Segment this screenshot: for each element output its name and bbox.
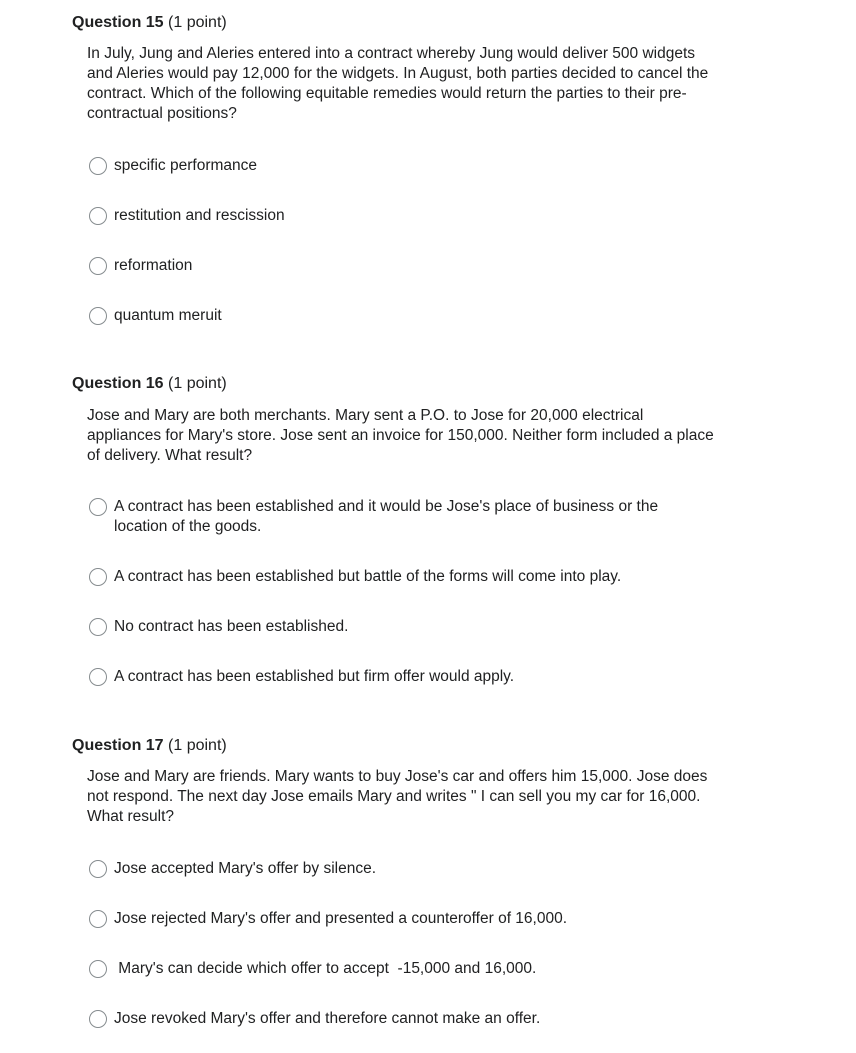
option-contract-established-place-of-business[interactable] [89,497,729,537]
option-contract-established-battle-of-forms[interactable] [89,567,729,587]
option-label: specific performance [114,157,258,174]
question-text: In July, Jung and Aleries entered into a contract whereby Jung would deliver 500 widgets and Aleries would pay 12,000 for the widgets. In August, both parties decided to cancel the contract. Which of the following equitable remedies would return the parties to their pre-contractual positions? [87,45,709,122]
option-label: Jose accepted Mary's offer by silence. [114,860,376,877]
option-specific-performance[interactable] [89,156,729,176]
radio-button[interactable] [89,568,107,586]
question-points: (1 point) [168,737,227,754]
question-title: Question 15 [72,14,164,31]
option-label: A contract has been established and it would be Jose's place of business or the location of the goods. [114,498,659,535]
question-text: Jose and Mary are friends. Mary wants to buy Jose's car and offers him 15,000. Jose does not respond. The next day Jose emails Mary and writes " I can sell you my car for 16,000. What result? [87,768,708,825]
option-revoked-offer[interactable] [89,1009,729,1029]
radio-button[interactable] [89,1010,107,1028]
option-label: A contract has been established but battle of the forms will come into play. [114,568,622,585]
option-reformation[interactable] [89,256,729,276]
option-label: quantum meruit [114,307,222,324]
radio-button[interactable] [89,307,107,325]
option-rejected-counteroffer[interactable] [89,909,729,929]
option-label: Jose rejected Mary's offer and presented a counteroffer of 16,000. [114,910,568,927]
option-mary-decides-offer[interactable] [89,959,729,979]
radio-button[interactable] [89,960,107,978]
option-contract-established-firm-offer[interactable] [89,667,729,687]
option-label: restitution and rescission [114,207,285,224]
question-heading [72,374,227,394]
option-label: Jose revoked Mary's offer and therefore cannot make an offer. [114,1010,541,1027]
question-points: (1 point) [168,375,227,392]
radio-button[interactable] [89,257,107,275]
radio-button[interactable] [89,618,107,636]
option-label: A contract has been established but firm offer would apply. [114,668,515,685]
option-label: No contract has been established. [114,618,349,635]
option-quantum-meruit[interactable] [89,306,729,326]
question-heading [72,736,227,756]
radio-button[interactable] [89,207,107,225]
radio-button[interactable] [89,860,107,878]
option-no-contract-established[interactable] [89,617,729,637]
option-label: reformation [114,257,193,274]
question-heading [72,13,227,33]
radio-button[interactable] [89,498,107,516]
question-points: (1 point) [168,14,227,31]
option-restitution-and-rescission[interactable] [89,206,729,226]
radio-button[interactable] [89,157,107,175]
question-title: Question 16 [72,375,164,392]
option-accepted-by-silence[interactable] [89,859,729,879]
radio-button[interactable] [89,668,107,686]
question-text: Jose and Mary are both merchants. Mary sent a P.O. to Jose for 20,000 electrical appliances for Mary's store. Jose sent an invoice for 150,000. Neither form included a place of delivery. What result? [87,407,714,464]
question-title: Question 17 [72,737,164,754]
option-label: Mary's can decide which offer to accept -15,000 and 16,000. [114,960,537,977]
radio-button[interactable] [89,910,107,928]
